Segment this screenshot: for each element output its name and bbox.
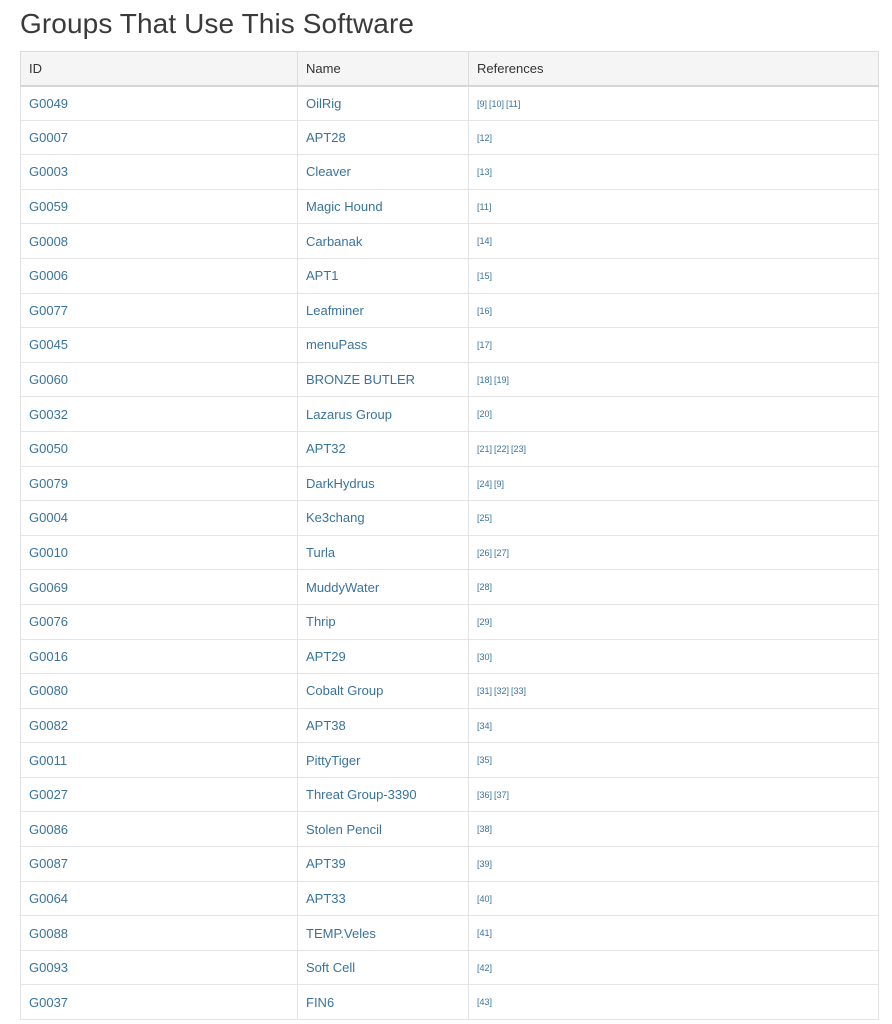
id-cell (21, 466, 298, 501)
group-name-link[interactable]: Turla (306, 545, 336, 561)
table-body (21, 86, 879, 1020)
table-row (21, 120, 879, 155)
reference-list (477, 824, 494, 834)
group-id-link[interactable]: G0059 (29, 199, 69, 215)
id-cell (21, 812, 298, 847)
references-cell (469, 535, 879, 570)
id-cell (21, 674, 298, 709)
group-id-link[interactable]: G0077 (29, 302, 69, 318)
reference-list (477, 513, 494, 523)
group-name-link[interactable]: Lazarus Group (306, 406, 392, 422)
id-cell (21, 362, 298, 397)
reference-list (477, 236, 494, 246)
references-cell (469, 916, 879, 951)
group-id-link[interactable]: G0006 (29, 268, 69, 284)
group-name-link[interactable]: APT29 (306, 648, 346, 664)
reference-link[interactable]: [43] (477, 997, 493, 1008)
reference-list (477, 548, 511, 558)
group-name-link[interactable]: PittyTiger (306, 752, 361, 768)
table-row (21, 535, 879, 570)
group-name-link[interactable]: TEMP.Veles (306, 925, 376, 941)
column-header-references[interactable]: References (469, 52, 879, 86)
reference-link[interactable]: [12] (477, 132, 493, 143)
header-row (21, 52, 879, 86)
group-name-link[interactable]: Soft Cell (306, 960, 356, 976)
group-id-link[interactable]: G0049 (29, 95, 69, 111)
table-row (21, 328, 879, 363)
table-row (21, 847, 879, 882)
table-row (21, 86, 879, 121)
table-row (21, 189, 879, 224)
table-row (21, 674, 879, 709)
reference-list (477, 928, 494, 938)
name-cell (298, 362, 469, 397)
references-cell (469, 812, 879, 847)
references-cell (469, 501, 879, 536)
name-cell (298, 258, 469, 293)
group-id-link[interactable]: G0004 (29, 510, 69, 526)
reference-link[interactable]: [27] (494, 547, 510, 558)
references-cell (469, 604, 879, 639)
name-cell (298, 501, 469, 536)
reference-link[interactable]: [31] (477, 686, 493, 697)
group-id-link[interactable]: G0050 (29, 441, 69, 457)
reference-link[interactable]: [21] (477, 443, 493, 454)
name-cell (298, 950, 469, 985)
table-row (21, 743, 879, 778)
references-cell (469, 362, 879, 397)
id-cell (21, 86, 298, 121)
name-cell (298, 777, 469, 812)
name-cell (298, 224, 469, 259)
table-row (21, 362, 879, 397)
id-cell (21, 328, 298, 363)
reference-link[interactable]: [20] (477, 409, 493, 420)
group-id-link[interactable]: G0045 (29, 337, 69, 353)
table-row (21, 777, 879, 812)
reference-link[interactable]: [28] (477, 582, 493, 593)
id-cell (21, 293, 298, 328)
id-cell (21, 120, 298, 155)
table-row (21, 881, 879, 916)
reference-list (477, 99, 522, 109)
reference-link[interactable]: [22] (494, 443, 510, 454)
group-id-link[interactable]: G0088 (29, 925, 69, 941)
name-cell (298, 155, 469, 190)
column-header-id[interactable]: ID (21, 52, 298, 86)
group-name-link[interactable]: APT38 (306, 717, 346, 733)
reference-list (477, 686, 528, 696)
group-id-link[interactable]: G0064 (29, 890, 69, 906)
groups-table (20, 51, 879, 1020)
reference-link[interactable]: [34] (477, 720, 493, 731)
table-row (21, 708, 879, 743)
name-cell (298, 812, 469, 847)
name-cell (298, 570, 469, 605)
reference-link[interactable]: [37] (494, 789, 510, 800)
references-cell (469, 985, 879, 1020)
table-row (21, 570, 879, 605)
references-cell (469, 293, 879, 328)
name-cell (298, 708, 469, 743)
reference-link[interactable]: [26] (477, 547, 493, 558)
reference-list (477, 790, 511, 800)
references-cell (469, 881, 879, 916)
table-row (21, 604, 879, 639)
group-name-link[interactable]: APT32 (306, 441, 346, 457)
group-id-link[interactable]: G0003 (29, 164, 69, 180)
references-cell (469, 847, 879, 882)
table-row (21, 155, 879, 190)
group-id-link[interactable]: G0069 (29, 579, 69, 595)
reference-link[interactable]: [42] (477, 962, 493, 973)
id-cell (21, 535, 298, 570)
group-id-link[interactable]: G0082 (29, 717, 69, 733)
name-cell (298, 604, 469, 639)
reference-link[interactable]: [11] (506, 98, 521, 109)
id-cell (21, 604, 298, 639)
reference-link[interactable]: [9] (477, 98, 488, 109)
group-name-link[interactable]: Stolen Pencil (306, 821, 382, 837)
id-cell (21, 777, 298, 812)
id-cell (21, 431, 298, 466)
id-cell (21, 570, 298, 605)
references-cell (469, 466, 879, 501)
id-cell (21, 985, 298, 1020)
references-cell (469, 431, 879, 466)
references-cell (469, 777, 879, 812)
table-row (21, 258, 879, 293)
reference-link[interactable]: [23] (511, 443, 527, 454)
name-cell (298, 431, 469, 466)
reference-list (477, 617, 494, 627)
reference-list (477, 202, 493, 212)
table-row (21, 950, 879, 985)
group-name-link[interactable]: Carbanak (306, 233, 363, 249)
section-title: Groups That Use This Software (20, 8, 415, 39)
group-name-link[interactable]: APT1 (306, 268, 339, 284)
id-cell (21, 258, 298, 293)
reference-link[interactable]: [36] (477, 789, 493, 800)
references-cell (469, 639, 879, 674)
group-name-link[interactable]: APT33 (306, 890, 346, 906)
reference-list (477, 721, 494, 731)
id-cell (21, 639, 298, 674)
name-cell (298, 397, 469, 432)
reference-list (477, 894, 494, 904)
table-row (21, 397, 879, 432)
group-name-link[interactable]: BRONZE BUTLER (306, 372, 416, 388)
reference-list (477, 582, 494, 592)
reference-list (477, 997, 494, 1007)
reference-link[interactable]: [41] (477, 928, 493, 939)
table-row (21, 293, 879, 328)
name-cell (298, 985, 469, 1020)
reference-link[interactable]: [11] (477, 201, 492, 212)
reference-link[interactable]: [29] (477, 616, 493, 627)
table-row (21, 812, 879, 847)
id-cell (21, 916, 298, 951)
reference-link[interactable]: [32] (494, 686, 510, 697)
group-id-link[interactable]: G0093 (29, 960, 69, 976)
group-name-link[interactable]: FIN6 (306, 994, 335, 1010)
reference-list (477, 306, 494, 316)
table-row (21, 466, 879, 501)
reference-list (477, 444, 528, 454)
name-cell (298, 189, 469, 224)
group-id-link[interactable]: G0060 (29, 372, 69, 388)
reference-link[interactable]: [30] (477, 651, 493, 662)
name-cell (298, 535, 469, 570)
id-cell (21, 881, 298, 916)
name-cell (298, 674, 469, 709)
name-cell (298, 639, 469, 674)
reference-list (477, 409, 494, 419)
reference-link[interactable]: [40] (477, 893, 493, 904)
reference-list (477, 652, 494, 662)
name-cell (298, 328, 469, 363)
id-cell (21, 189, 298, 224)
table-row (21, 916, 879, 951)
group-id-link[interactable]: G0016 (29, 648, 69, 664)
name-cell (298, 916, 469, 951)
reference-list (477, 271, 494, 281)
reference-link[interactable]: [38] (477, 824, 493, 835)
references-cell (469, 86, 879, 121)
group-name-link[interactable]: APT39 (306, 856, 346, 872)
references-cell (469, 155, 879, 190)
group-name-link[interactable]: Leafminer (306, 302, 364, 318)
table-row (21, 224, 879, 259)
id-cell (21, 155, 298, 190)
group-id-link[interactable]: G0032 (29, 406, 69, 422)
references-cell (469, 674, 879, 709)
name-cell (298, 86, 469, 121)
group-id-link[interactable]: G0007 (29, 129, 69, 145)
table-row (21, 431, 879, 466)
id-cell (21, 847, 298, 882)
table-row (21, 985, 879, 1020)
id-cell (21, 501, 298, 536)
name-cell (298, 881, 469, 916)
reference-list (477, 375, 511, 385)
reference-link[interactable]: [14] (477, 236, 493, 247)
group-id-link[interactable]: G0087 (29, 856, 69, 872)
reference-link[interactable]: [9] (494, 478, 505, 489)
reference-link[interactable]: [33] (511, 686, 527, 697)
reference-list (477, 755, 494, 765)
table-header (21, 52, 879, 86)
reference-list (477, 133, 494, 143)
group-id-link[interactable]: G0079 (29, 475, 69, 491)
id-cell (21, 397, 298, 432)
reference-link[interactable]: [25] (477, 513, 493, 524)
table-row (21, 639, 879, 674)
group-name-link[interactable]: Ke3chang (306, 510, 365, 526)
reference-list (477, 479, 506, 489)
references-cell (469, 950, 879, 985)
group-name-link[interactable]: Thrip (306, 614, 336, 630)
reference-link[interactable]: [35] (477, 755, 493, 766)
group-name-link[interactable]: Cleaver (306, 164, 351, 180)
reference-link[interactable]: [13] (477, 167, 493, 178)
column-header-name[interactable]: Name (298, 52, 469, 86)
group-name-link[interactable]: OilRig (306, 95, 342, 111)
group-name-link[interactable]: APT28 (306, 129, 346, 145)
group-id-link[interactable]: G0010 (29, 545, 69, 561)
references-cell (469, 708, 879, 743)
references-cell (469, 743, 879, 778)
group-id-link[interactable]: G0080 (29, 683, 69, 699)
group-id-link[interactable]: G0011 (29, 752, 68, 768)
name-cell (298, 847, 469, 882)
reference-link[interactable]: [10] (489, 98, 505, 109)
reference-list (477, 167, 494, 177)
reference-link[interactable]: [24] (477, 478, 493, 489)
reference-list (477, 963, 494, 973)
table-row (21, 501, 879, 536)
name-cell (298, 120, 469, 155)
references-cell (469, 224, 879, 259)
group-name-link[interactable]: Threat Group-3390 (306, 787, 417, 803)
group-name-link[interactable]: Cobalt Group (306, 683, 384, 699)
group-id-link[interactable]: G0076 (29, 614, 69, 630)
reference-link[interactable]: [18] (477, 374, 493, 385)
reference-link[interactable]: [17] (477, 340, 493, 351)
id-cell (21, 224, 298, 259)
group-id-link[interactable]: G0008 (29, 233, 69, 249)
group-name-link[interactable]: Magic Hound (306, 199, 383, 215)
name-cell (298, 293, 469, 328)
group-name-link[interactable]: MuddyWater (306, 579, 380, 595)
group-id-link[interactable]: G0086 (29, 821, 69, 837)
reference-list (477, 859, 494, 869)
group-id-link[interactable]: G0027 (29, 787, 69, 803)
reference-list (477, 340, 494, 350)
references-cell (469, 258, 879, 293)
references-cell (469, 189, 879, 224)
references-cell (469, 120, 879, 155)
name-cell (298, 466, 469, 501)
group-id-link[interactable]: G0037 (29, 994, 69, 1010)
reference-link[interactable]: [19] (494, 374, 510, 385)
id-cell (21, 950, 298, 985)
group-name-link[interactable]: menuPass (306, 337, 368, 353)
reference-link[interactable]: [39] (477, 859, 493, 870)
group-name-link[interactable]: DarkHydrus (306, 475, 375, 491)
name-cell (298, 743, 469, 778)
references-cell (469, 328, 879, 363)
references-cell (469, 570, 879, 605)
reference-link[interactable]: [16] (477, 305, 493, 316)
id-cell (21, 743, 298, 778)
id-cell (21, 708, 298, 743)
reference-link[interactable]: [15] (477, 270, 493, 281)
references-cell (469, 397, 879, 432)
